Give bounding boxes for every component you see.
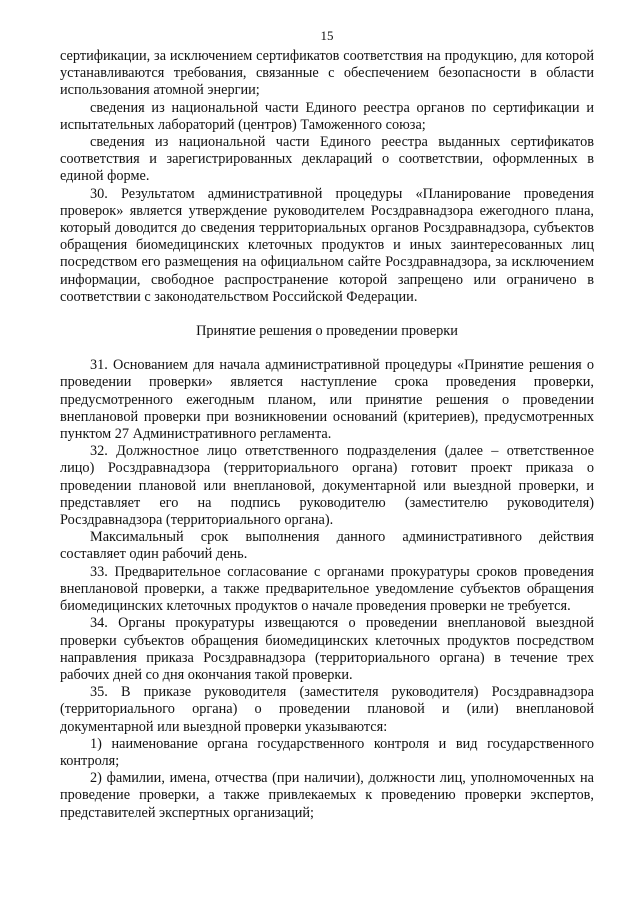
paragraph: Максимальный срок выполнения данного административного действия составляет один рабочий день.: [60, 529, 594, 563]
paragraph: сведения из национальной части Единого реестра органов по сертификации и испытательных лабораторий (центров) Таможенного союза;: [60, 99, 594, 133]
paragraph: сертификации, за исключением сертификатов соответствия на продукцию, для которой устанавливаются требования, связанные с обеспечением безопасности в области использования атомной энергии;: [60, 48, 594, 99]
section-heading: Принятие решения о проведении проверки: [196, 323, 458, 340]
paragraph: 34. Органы прокуратуры извещаются о проведении внеплановой выездной проверки субъектов обращения биомедицинских клеточных продуктов посредством направления приказа Росздравнадзора (территориального органа) в течение трех рабочих дней со дня окончания такой проверки.: [60, 615, 594, 683]
paragraph: сведения из национальной части Единого реестра выданных сертификатов соответствия и зарегистрированных деклараций о соответствии, оформленных в единой форме.: [60, 134, 594, 185]
paragraph: 33. Предварительное согласование с органами прокуратуры сроков проведения внеплановой проверки, а также предварительное уведомление субъектов обращения биомедицинских клеточных продуктов о начале проведения проверки не требуется.: [60, 563, 594, 615]
paragraph: 31. Основанием для начала административной процедуры «Принятие решения о проведении проверки» является наступление срока проведения проверки, предусмотренного ежегодным планом, или принятие решения о проведении внеплановой проверки при возникновении оснований (критериев), предусмотренных пунктом 27 Административного регламента.: [60, 357, 594, 443]
paragraph: 30. Результатом административной процедуры «Планирование проведения проверок» является утверждение руководителем Росздравнадзора ежегодного плана, который доводится до сведения территориальных органов Росздравнадзора, субъектов обращения биомедицинских клеточных продуктов и иных заинтересованных лиц посредством его размещения на официальном сайте Росздравнадзора, за исключением информации, свободное распространение которой запрещено или ограничено в соответствии с законодательством Российской Федерации.: [60, 185, 594, 305]
page-number: 15: [320, 28, 334, 43]
paragraph: 2) фамилии, имена, отчества (при наличии), должности лиц, уполномоченных на проведение проверки, а также привлекаемых к проведению проверки экспертов, представителей экспертных организаций;: [60, 770, 594, 821]
paragraph: 1) наименование органа государственного контроля и вид государственного контроля;: [60, 735, 594, 769]
paragraph: 32. Должностное лицо ответственного подразделения (далее – ответственное лицо) Росздравнадзора (территориального органа) готовит проект приказа о проведении плановой или внеплановой, документарной или выездной проверки, и представляет его на подпись руководителю (заместителю руководителя) Росздравнадзора (территориального органа).: [60, 443, 594, 529]
paragraph: 35. В приказе руководителя (заместителя руководителя) Росздравнадзора (территориального органа) о проведении плановой и (или) внеплановой документарной или выездной проверки указываются:: [60, 684, 594, 735]
bottom-paragraphs: [60, 357, 594, 821]
top-paragraphs: [60, 48, 594, 306]
